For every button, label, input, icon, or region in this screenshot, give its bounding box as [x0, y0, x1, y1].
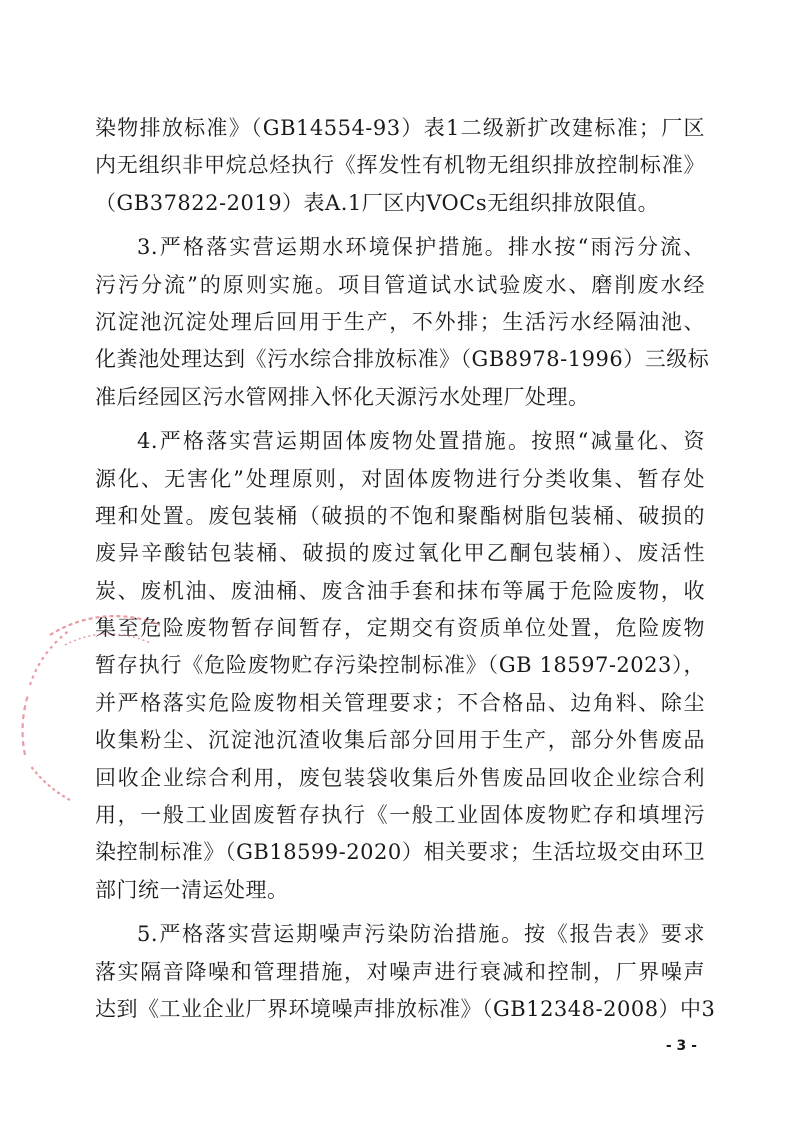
paragraph-water-protection: [95, 229, 710, 416]
paragraph-emission-standards: [95, 110, 705, 222]
text-line: 炭、废机油、废油桶、废含油手套和抹布等属于危险废物，收: [95, 578, 705, 603]
document-body: [95, 110, 716, 1028]
text-line: 化粪池处理达到《污水综合排放标准》（GB8978-1996）三级标: [95, 347, 710, 372]
text-line: 暂存执行《危险废物贮存污染控制标准》（GB 18597-2023），: [95, 653, 705, 678]
text-line: 用，一般工业固废暂存执行《一般工业固体废物贮存和填埋污: [95, 803, 705, 828]
text-line: 4.严格落实营运期固体废物处置措施。按照“减量化、资: [137, 429, 705, 454]
text-line: 废异辛酸钴包装桶、破损的废过氧化甲乙酮包装桶）、废活性: [95, 541, 705, 566]
text-line: （GB37822-2019）表A.1厂区内VOCs无组织排放限值。: [95, 190, 660, 215]
text-line: 准后经园区污水管网排入怀化天源污水处理厂处理。: [95, 384, 590, 409]
text-line: 部门统一清运处理。: [95, 877, 289, 902]
text-line: 染物排放标准》（GB14554-93）表1二级新扩改建标准；厂区: [95, 116, 705, 140]
text-line: 达到《工业企业厂界环境噪声排放标准》（GB12348-2008）中3: [95, 996, 716, 1021]
text-line: 集至危险废物暂存间暂存，定期交有资质单位处置，危险废物: [95, 616, 705, 641]
paragraph-noise-control: [95, 916, 716, 1028]
text-line: 源化、无害化”处理原则，对固体废物进行分类收集、暂存处: [95, 466, 705, 491]
text-line: 染控制标准》（GB18599-2020）相关要求；生活垃圾交由环卫: [95, 840, 705, 865]
text-line: 污污分流”的原则实施。项目管道试水试验废水、磨削废水经: [95, 272, 705, 297]
paragraph-solid-waste: [95, 423, 705, 909]
text-line: 沉淀池沉淀处理后回用于生产，不外排；生活污水经隔油池、: [95, 309, 705, 334]
page-number: - 3 -: [665, 1038, 697, 1054]
text-line: 内无组织非甲烷总烃执行《挥发性有机物无组织排放控制标准》: [95, 153, 705, 178]
text-line: 收集粉尘、沉淀池沉渣收集后部分回用于生产，部分外售废品: [95, 728, 705, 753]
text-line: 并严格落实危险废物相关管理要求；不合格品、边角料、除尘: [95, 690, 705, 715]
text-line: 理和处置。废包装桶（破损的不饱和聚酯树脂包装桶、破损的: [95, 503, 705, 528]
text-line: 回收企业综合利用，废包装袋收集后外售废品回收企业综合利: [95, 765, 705, 790]
text-line: 落实隔音降噪和管理措施，对噪声进行衰减和控制，厂界噪声: [95, 959, 705, 984]
text-line: 5.严格落实营运期噪声污染防治措施。按《报告表》要求: [137, 922, 705, 947]
text-line: 3.严格落实营运期水环境保护措施。排水按“雨污分流、: [137, 235, 705, 260]
